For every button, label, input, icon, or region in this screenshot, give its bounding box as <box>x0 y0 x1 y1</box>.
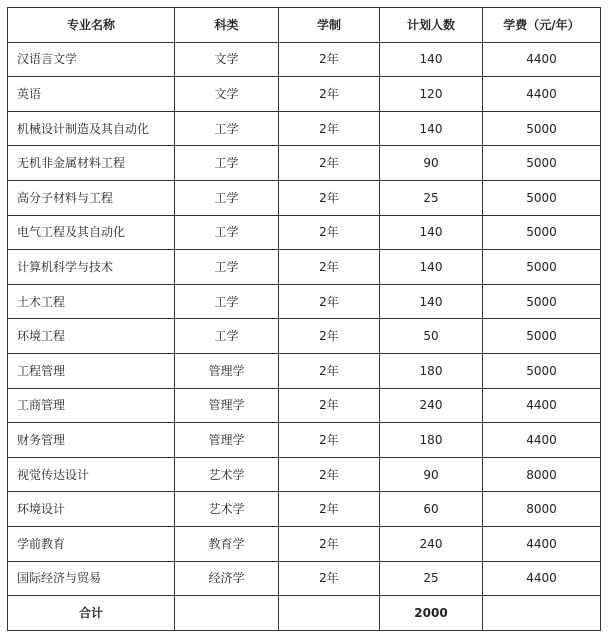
cell-duration: 2年 <box>279 111 380 146</box>
total-empty-cell <box>279 596 380 631</box>
cell-planned-count: 60 <box>380 492 483 527</box>
cell-duration: 2年 <box>279 215 380 250</box>
cell-planned-count: 140 <box>380 42 483 77</box>
cell-subject-category: 艺术学 <box>175 457 279 492</box>
cell-planned-count: 240 <box>380 526 483 561</box>
cell-subject-category: 管理学 <box>175 388 279 423</box>
cell-tuition: 5000 <box>483 180 601 215</box>
cell-duration: 2年 <box>279 526 380 561</box>
total-label: 合计 <box>8 596 175 631</box>
cell-major-name: 国际经济与贸易 <box>8 561 175 596</box>
table-row <box>8 423 601 458</box>
table-row <box>8 284 601 319</box>
cell-duration: 2年 <box>279 423 380 458</box>
cell-subject-category: 管理学 <box>175 353 279 388</box>
table-row <box>8 180 601 215</box>
header-subject-category: 科类 <box>175 8 279 43</box>
cell-tuition: 5000 <box>483 284 601 319</box>
cell-planned-count: 140 <box>380 250 483 285</box>
cell-subject-category: 工学 <box>175 146 279 181</box>
cell-major-name: 工商管理 <box>8 388 175 423</box>
cell-planned-count: 25 <box>380 180 483 215</box>
table-row <box>8 388 601 423</box>
cell-major-name: 电气工程及其自动化 <box>8 215 175 250</box>
cell-tuition: 5000 <box>483 319 601 354</box>
cell-tuition: 4400 <box>483 561 601 596</box>
table-row <box>8 250 601 285</box>
cell-subject-category: 文学 <box>175 77 279 112</box>
cell-major-name: 计算机科学与技术 <box>8 250 175 285</box>
cell-tuition: 8000 <box>483 457 601 492</box>
cell-planned-count: 140 <box>380 284 483 319</box>
header-tuition: 学费（元/年） <box>483 8 601 43</box>
cell-subject-category: 艺术学 <box>175 492 279 527</box>
cell-major-name: 环境工程 <box>8 319 175 354</box>
cell-planned-count: 140 <box>380 111 483 146</box>
cell-tuition: 4400 <box>483 77 601 112</box>
cell-subject-category: 工学 <box>175 180 279 215</box>
table-row <box>8 146 601 181</box>
header-major-name: 专业名称 <box>8 8 175 43</box>
table-total-row <box>8 596 601 631</box>
cell-duration: 2年 <box>279 492 380 527</box>
table-row <box>8 42 601 77</box>
cell-major-name: 学前教育 <box>8 526 175 561</box>
table-row <box>8 353 601 388</box>
table-header-row <box>8 8 601 43</box>
table-row <box>8 492 601 527</box>
total-empty-cell <box>175 596 279 631</box>
cell-subject-category: 工学 <box>175 215 279 250</box>
cell-tuition: 4400 <box>483 388 601 423</box>
table-row <box>8 526 601 561</box>
cell-duration: 2年 <box>279 457 380 492</box>
cell-tuition: 4400 <box>483 423 601 458</box>
cell-planned-count: 50 <box>380 319 483 354</box>
cell-tuition: 4400 <box>483 526 601 561</box>
enrollment-plan-table <box>7 7 601 631</box>
cell-major-name: 土木工程 <box>8 284 175 319</box>
table-row <box>8 77 601 112</box>
cell-planned-count: 90 <box>380 457 483 492</box>
cell-duration: 2年 <box>279 561 380 596</box>
table-row <box>8 111 601 146</box>
cell-tuition: 5000 <box>483 250 601 285</box>
cell-planned-count: 90 <box>380 146 483 181</box>
cell-tuition: 4400 <box>483 42 601 77</box>
cell-major-name: 环境设计 <box>8 492 175 527</box>
cell-major-name: 高分子材料与工程 <box>8 180 175 215</box>
cell-major-name: 视觉传达设计 <box>8 457 175 492</box>
cell-planned-count: 180 <box>380 353 483 388</box>
cell-major-name: 财务管理 <box>8 423 175 458</box>
total-empty-cell <box>483 596 601 631</box>
cell-tuition: 5000 <box>483 111 601 146</box>
cell-duration: 2年 <box>279 319 380 354</box>
cell-major-name: 工程管理 <box>8 353 175 388</box>
cell-duration: 2年 <box>279 77 380 112</box>
table-row <box>8 319 601 354</box>
cell-planned-count: 120 <box>380 77 483 112</box>
table-row <box>8 457 601 492</box>
cell-subject-category: 文学 <box>175 42 279 77</box>
total-count: 2000 <box>380 596 483 631</box>
cell-subject-category: 工学 <box>175 284 279 319</box>
cell-planned-count: 25 <box>380 561 483 596</box>
header-planned-count: 计划人数 <box>380 8 483 43</box>
cell-tuition: 5000 <box>483 146 601 181</box>
cell-duration: 2年 <box>279 353 380 388</box>
table-body <box>8 42 601 596</box>
cell-major-name: 英语 <box>8 77 175 112</box>
cell-duration: 2年 <box>279 388 380 423</box>
table-container <box>7 7 601 631</box>
cell-tuition: 5000 <box>483 215 601 250</box>
cell-planned-count: 240 <box>380 388 483 423</box>
cell-subject-category: 教育学 <box>175 526 279 561</box>
table-row <box>8 561 601 596</box>
cell-planned-count: 180 <box>380 423 483 458</box>
table-row <box>8 215 601 250</box>
cell-tuition: 8000 <box>483 492 601 527</box>
cell-subject-category: 工学 <box>175 319 279 354</box>
cell-subject-category: 工学 <box>175 111 279 146</box>
cell-major-name: 无机非金属材料工程 <box>8 146 175 181</box>
header-duration: 学制 <box>279 8 380 43</box>
cell-duration: 2年 <box>279 180 380 215</box>
cell-duration: 2年 <box>279 250 380 285</box>
cell-duration: 2年 <box>279 284 380 319</box>
cell-planned-count: 140 <box>380 215 483 250</box>
cell-tuition: 5000 <box>483 353 601 388</box>
cell-major-name: 汉语言文学 <box>8 42 175 77</box>
cell-duration: 2年 <box>279 146 380 181</box>
cell-major-name: 机械设计制造及其自动化 <box>8 111 175 146</box>
cell-subject-category: 工学 <box>175 250 279 285</box>
cell-subject-category: 管理学 <box>175 423 279 458</box>
cell-duration: 2年 <box>279 42 380 77</box>
cell-subject-category: 经济学 <box>175 561 279 596</box>
